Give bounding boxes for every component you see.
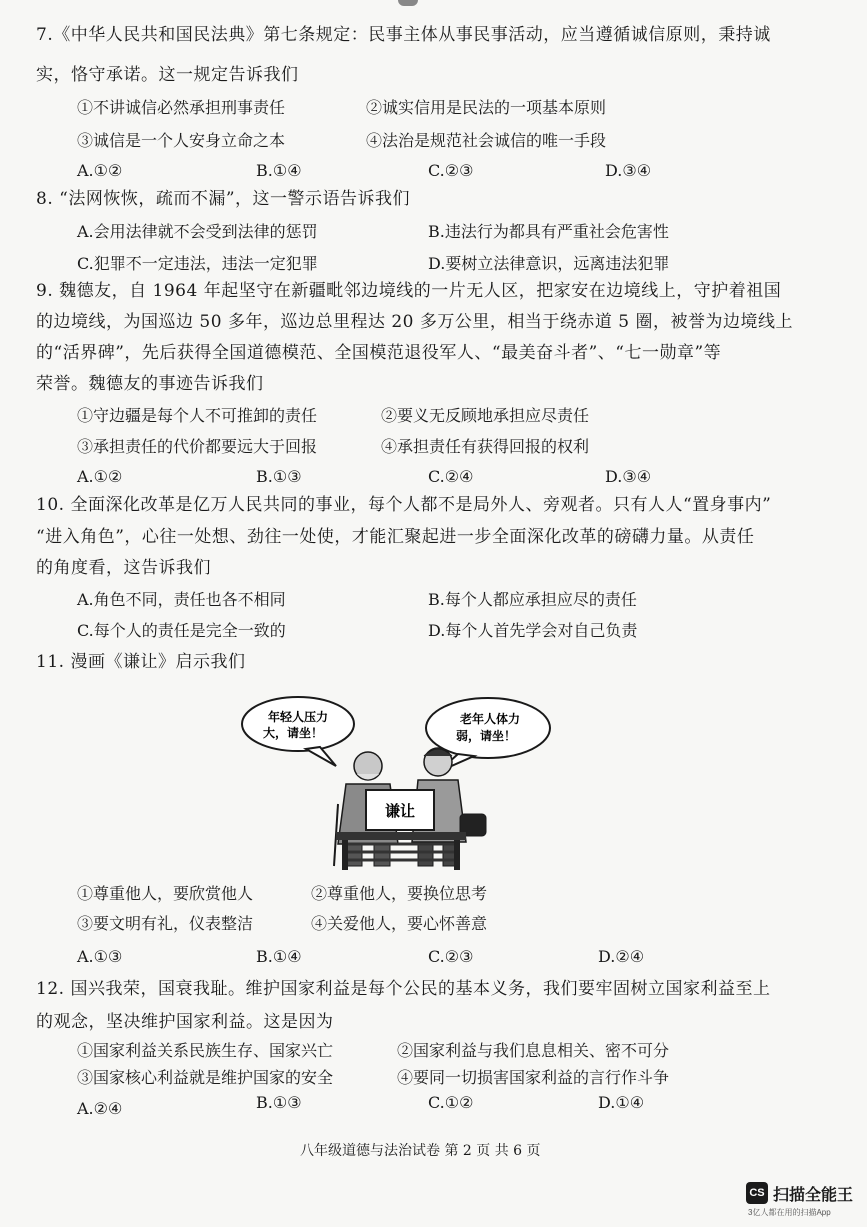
brand-name: 扫描全能王 (773, 1187, 854, 1204)
binding-mark (398, 0, 418, 6)
q11-statement-3: ③要文明有礼，仪表整洁 (77, 914, 254, 933)
brand-tagline: 3亿人都在用的扫描App (748, 1208, 831, 1217)
q9-statement-3: ③承担责任的代价都要远大于回报 (77, 437, 318, 456)
speech-bubble-left (242, 697, 354, 751)
q9-option-c: C.②④ (428, 467, 474, 486)
q12-option-b: B.①③ (256, 1093, 302, 1112)
q12-option-a: A.②④ (77, 1099, 123, 1118)
q10-option-c: C.每个人的责任是完全一致的 (77, 621, 286, 640)
q7-statement-2: ②诚实信用是民法的一项基本原则 (366, 98, 607, 117)
q9-stem-line3: 的“活界碑”，先后获得全国道德模范、全国模范退役军人、“最美奋斗者”、“七一勋章”等 (36, 343, 722, 363)
bubble-right-line2: 弱，请坐！ (455, 729, 517, 743)
q9-option-d: D.③④ (605, 467, 652, 486)
q7-stem-line1: 7.《中华人民共和国民法典》第七条规定：民事主体从事民事活动，应当遵循诚信原则，秉持诚 (36, 25, 771, 45)
q10-option-d: D.每个人首先学会对自己负责 (428, 621, 638, 640)
q7-option-a: A.①② (77, 161, 123, 180)
q12-stem-line1: 12. 国兴我荣，国衰我耻。维护国家利益是每个公民的基本义务，我们要牢固树立国家利益至上 (36, 979, 771, 999)
comic-modesty (238, 694, 563, 872)
q9-statement-1: ①守边疆是每个人不可推卸的责任 (77, 406, 318, 425)
q10-stem-line1: 10. 全面深化改革是亿万人民共同的事业，每个人都不是局外人、旁观者。只有人人“置身事内” (36, 495, 772, 515)
q11-statement-2: ②尊重他人，要换位思考 (311, 884, 488, 903)
q12-statement-1: ①国家利益关系民族生存、国家兴亡 (77, 1041, 334, 1060)
page-footer: 八年级道德与法治试卷 第 2 页 共 6 页 (300, 1143, 541, 1159)
sign-text: 谦让 (384, 802, 416, 820)
q11-option-b: B.①④ (256, 947, 302, 966)
q11-option-d: D.②④ (598, 947, 645, 966)
q8-option-d: D.要树立法律意识，远离违法犯罪 (428, 254, 670, 273)
q9-statement-4: ④承担责任有获得回报的权利 (381, 437, 590, 456)
q8-option-b: B.违法行为都具有严重社会危害性 (428, 222, 669, 241)
camscanner-logo-icon: CS (746, 1182, 768, 1204)
q9-stem-line4: 荣誉。魏德友的事迹告诉我们 (36, 374, 264, 394)
q9-stem-line1: 9. 魏德友，自 1964 年起坚守在新疆毗邻边境线的一片无人区，把家安在边境线上，守护着祖国 (36, 281, 782, 301)
q11-statement-4: ④关爱他人，要心怀善意 (311, 914, 488, 933)
q7-statement-3: ③诚信是一个人安身立命之本 (77, 131, 286, 150)
q9-option-b: B.①③ (256, 467, 302, 486)
q7-stem-line2: 实，恪守承诺。这一规定告诉我们 (36, 65, 299, 85)
q7-option-c: C.②③ (428, 161, 474, 180)
q12-stem-line2: 的观念，坚决维护国家利益。这是因为 (36, 1012, 334, 1032)
q12-statement-4: ④要同一切损害国家利益的言行作斗争 (397, 1068, 670, 1087)
q7-statement-1: ①不讲诚信必然承担刑事责任 (77, 98, 286, 117)
q9-stem-line2: 的边境线，为国巡边 50 多年，巡边总里程达 20 多万公里，相当于绕赤道 5 圈，被誉为边境线上 (36, 312, 794, 332)
q7-option-d: D.③④ (605, 161, 652, 180)
q12-statement-3: ③国家核心利益就是维护国家的安全 (77, 1068, 334, 1087)
q12-option-c: C.①② (428, 1093, 474, 1112)
q8-stem-line1: 8. “法网恢恢，疏而不漏”，这一警示语告诉我们 (36, 189, 411, 209)
bubble-left-line2: 大，请坐！ (262, 726, 324, 740)
q11-statement-1: ①尊重他人，要欣赏他人 (77, 884, 254, 903)
q8-option-a: A.会用法律就不会受到法律的惩罚 (77, 222, 318, 241)
q10-option-b: B.每个人都应承担应尽的责任 (428, 590, 637, 609)
q12-option-d: D.①④ (598, 1093, 645, 1112)
q11-option-c: C.②③ (428, 947, 474, 966)
q8-option-c: C.犯罪不一定违法，违法一定犯罪 (77, 254, 318, 273)
q10-stem-line2: “进入角色”，心往一处想、劲往一处使，才能汇聚起进一步全面深化改革的磅礴力量。从责任 (36, 527, 755, 547)
q11-stem-line1: 11. 漫画《谦让》启示我们 (36, 652, 246, 672)
q9-statement-2: ②要义无反顾地承担应尽责任 (381, 406, 590, 425)
q11-option-a: A.①③ (77, 947, 123, 966)
scanner-watermark (746, 1180, 858, 1220)
bubble-left-line1: 年轻人压力 (267, 710, 329, 724)
q10-option-a: A.角色不同，责任也各不相同 (77, 590, 286, 609)
bubble-right-line1: 老年人体力 (459, 712, 521, 726)
q7-statement-4: ④法治是规范社会诚信的唯一手段 (366, 131, 607, 150)
q9-option-a: A.①② (77, 467, 123, 486)
q7-option-b: B.①④ (256, 161, 302, 180)
q10-stem-line3: 的角度看，这告诉我们 (36, 558, 211, 578)
q12-statement-2: ②国家利益与我们息息相关、密不可分 (397, 1041, 670, 1060)
